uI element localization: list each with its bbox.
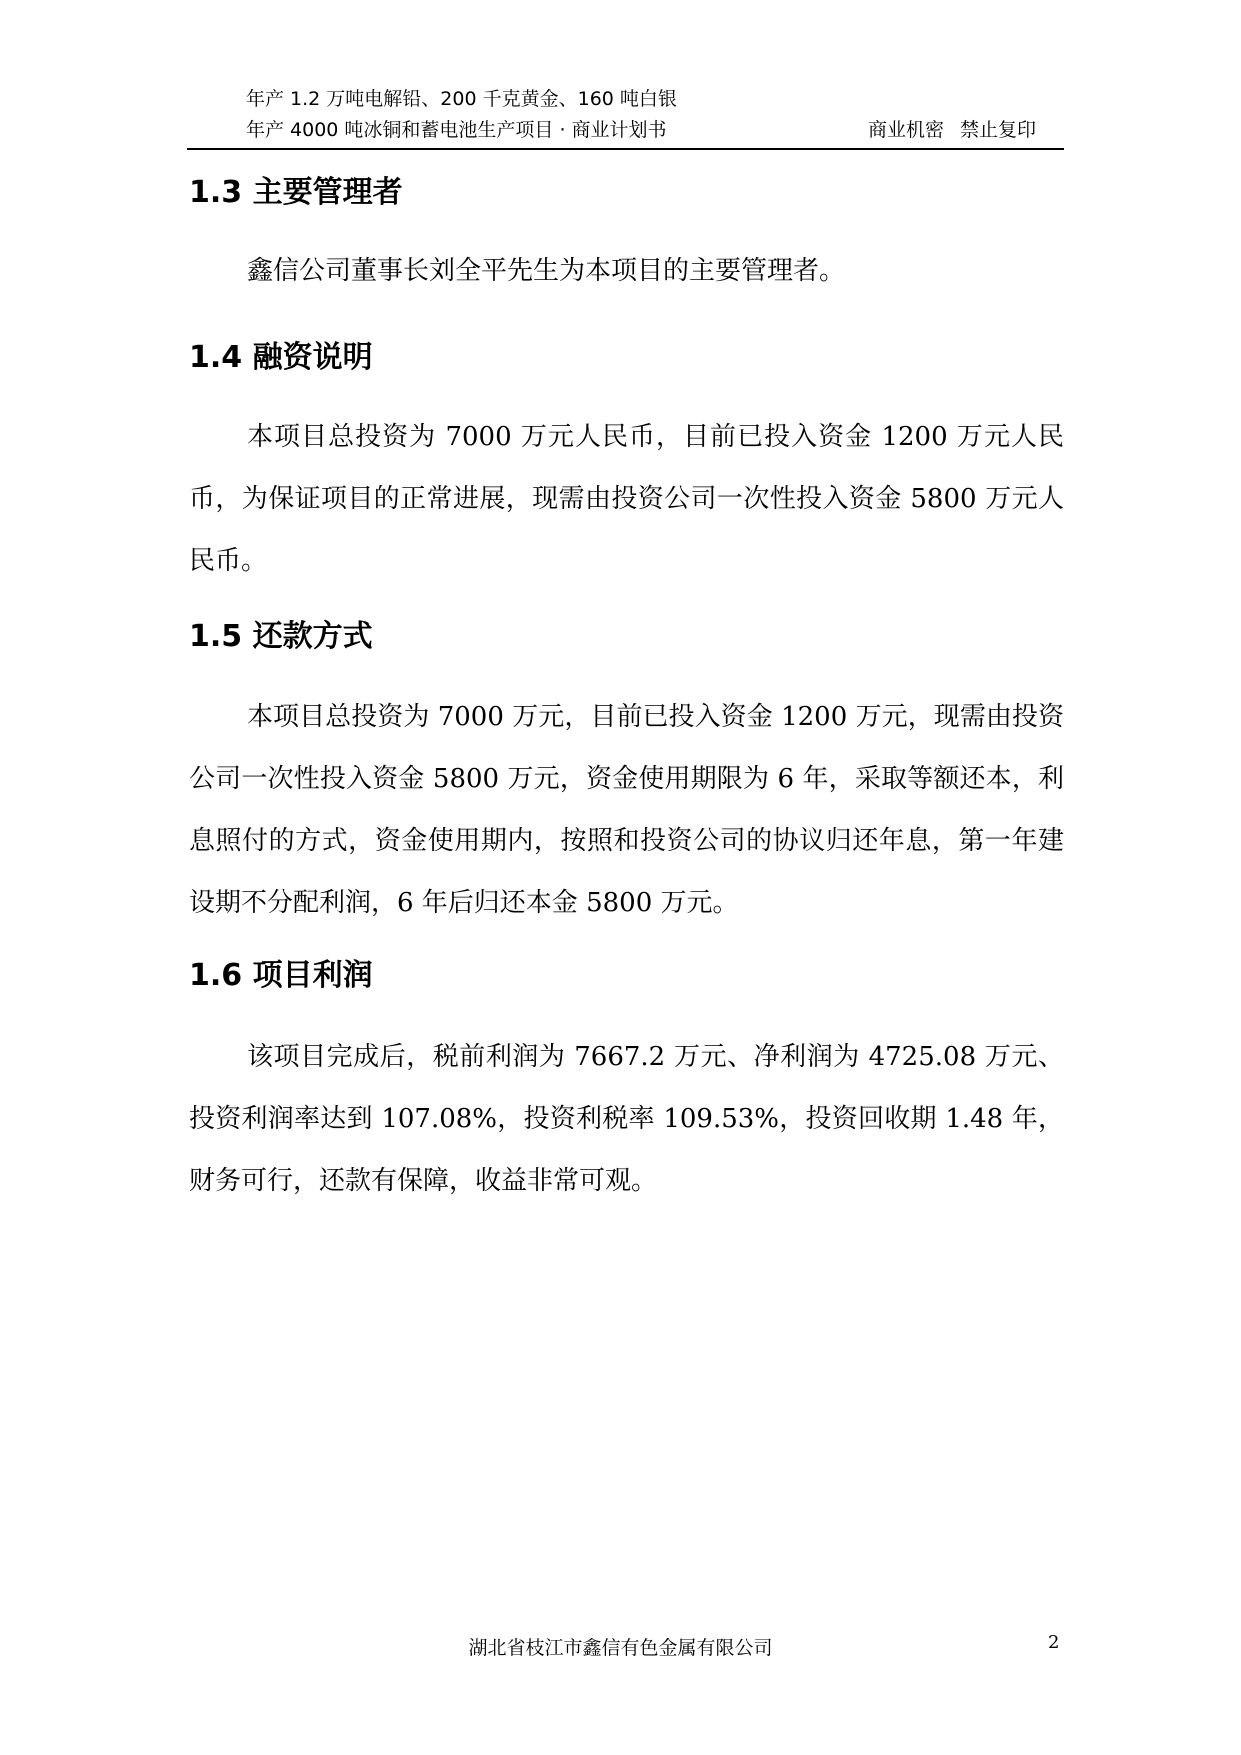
footer-company-name: 湖北省枝江市鑫信有色金属有限公司 xyxy=(468,1637,773,1659)
header-title-line2: 年产 4000 吨冰铜和蓄电池生产项目 · 商业计划书 xyxy=(246,119,667,141)
header-title-line1: 年产 1.2 万吨电解铅、200 千克黄金、160 吨白银 xyxy=(246,88,677,110)
section-paragraph-1-3: 鑫信公司董事长刘全平先生为本项目的主要管理者。 xyxy=(247,256,846,286)
section-heading-1-4: 1.4 融资说明 xyxy=(189,340,373,375)
section-heading-1-3: 1.3 主要管理者 xyxy=(189,175,403,210)
section-paragraph-1-4: 本项目总投资为 7000 万元人民币，目前已投入资金 1200 万元人民币，为保证项目的正常进展，现需由投资公司一次性投入资金 5800 万元人民币。 xyxy=(189,422,1064,576)
section-paragraph-1-5: 本项目总投资为 7000 万元，目前已投入资金 1200 万元，现需由投资公司一次性投入资金 5800 万元，资金使用期限为 6 年，采取等额还本，利息照付的方式，资金使用期内，按照和投资公司的协议归还年息，第一年建设期不分配利润，6 年后归还本金 5800 万元。 xyxy=(189,702,1064,918)
page-header xyxy=(187,84,1064,150)
page-number: 2 xyxy=(1048,1632,1060,1653)
confidential-notice: 商业机密 禁止复印 xyxy=(867,119,1036,141)
section-paragraph-1-6: 该项目完成后，税前利润为 7667.2 万元、净利润为 4725.08 万元、投资利润率达到 107.08%，投资利税率 109.53%，投资回收期 1.48 年，财务可行，还款有保障，收益非常可观。 xyxy=(189,1042,1064,1196)
section-heading-1-5: 1.5 还款方式 xyxy=(189,619,373,654)
section-heading-1-6: 1.6 项目利润 xyxy=(189,958,373,993)
